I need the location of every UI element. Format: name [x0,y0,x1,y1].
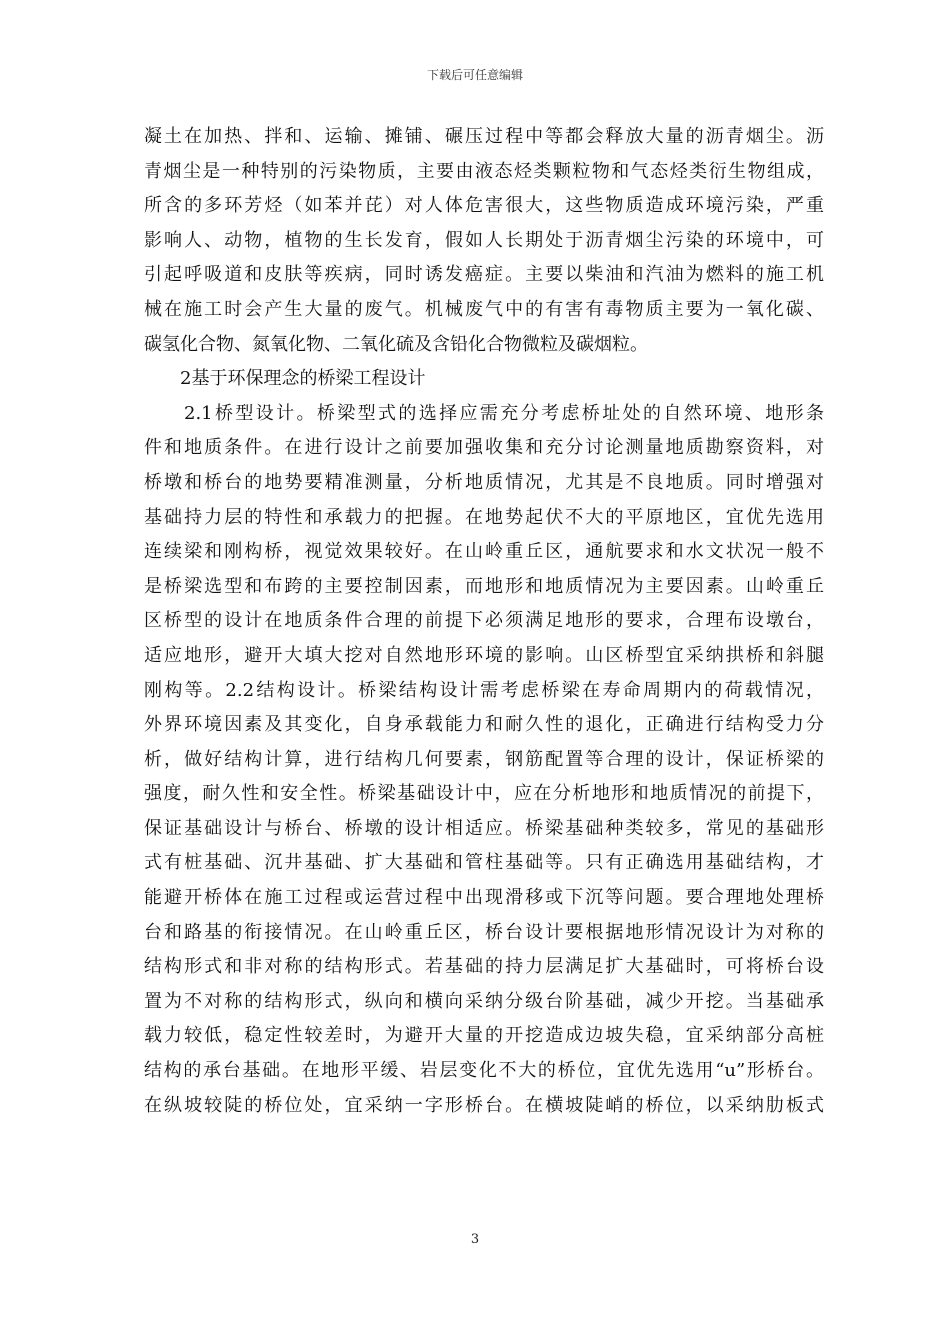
text-line: 析，做好结构计算，进行结构几何要素，钢筋配置等合理的设计，保证桥梁的 [144,748,824,770]
text-line: 载力较低，稳定性较差时，为避开大量的开挖造成边坡失稳，宜采纳部分高桩 [144,1025,824,1047]
text-line: 在纵坡较陡的桥位处，宜采纳一字形桥台。在横坡陡峭的桥位，以采纳肋板式 [144,1094,824,1116]
text-line: 基础持力层的特性和承载力的把握。在地势起伏不大的平原地区，宜优先选用 [144,506,824,528]
text-line: 外界环境因素及其变化，自身承载能力和耐久性的退化，正确进行结构受力分 [144,714,824,736]
page-header: 下载后可任意编辑 [426,68,523,82]
text-line: 结构形式和非对称的结构形式。若基础的持力层满足扩大基础时，可将桥台设 [144,956,824,978]
text-line: 是桥梁选型和布跨的主要控制因素，而地形和地质情况为主要因素。山岭重丘 [144,575,824,597]
text-line: 刚构等。2.2结构设计。桥梁结构设计需考虑桥梁在寿命周期内的荷载情况， [144,679,824,701]
text-line: 连续梁和刚构桥，视觉效果较好。在山岭重丘区，通航要求和水文状况一般不 [144,541,824,563]
text-line: 能避开桥体在施工过程或运营过程中出现滑移或下沉等问题。要合理地处理桥 [144,887,824,909]
text-line: 桥墩和桥台的地势要精准测量，分析地质情况，尤其是不良地质。同时增强对 [144,471,824,493]
text-line: 置为不对称的结构形式，纵向和横向采纳分级台阶基础，减少开挖。当基础承 [144,990,824,1012]
text-line: 结构的承台基础。在地形平缓、岩层变化不大的桥位，宜优先选用“u”形桥台。 [144,1060,824,1082]
text-line: 碳氢化合物、氮氧化物、二氧化硫及含铅化合物微粒及碳烟粒。 [144,333,648,355]
text-line: 件和地质条件。在进行设计之前要加强收集和充分讨论测量地质勘察资料，对 [144,437,824,459]
section-heading: 2基于环保理念的桥梁工程设计 [180,368,426,390]
text-line: 凝土在加热、拌和、运输、摊铺、碾压过程中等都会释放大量的沥青烟尘。沥 [144,126,824,147]
text-line: 台和路基的衔接情况。在山岭重丘区，桥台设计要根据地形情况设计为对称的 [144,921,824,943]
text-line: 式有桩基础、沉井基础、扩大基础和管柱基础等。只有正确选用基础结构，才 [144,852,824,874]
text-line: 械在施工时会产生大量的废气。机械废气中的有害有毒物质主要为一氧化碳、 [144,298,824,320]
text-line: 所含的多环芳烃（如苯并芘）对人体危害很大，这些物质造成环境污染，严重 [144,195,824,217]
text-line: 青烟尘是一种特别的污染物质，主要由液态烃类颗粒物和气态烃类衍生物组成， [144,160,824,182]
body-text [144,120,824,1123]
text-line: 区桥型的设计在地质条件合理的前提下必须满足地形的要求，合理布设墩台， [144,610,824,632]
text-line: 适应地形，避开大填大挖对自然地形环境的影响。山区桥型宜采纳拱桥和斜腿 [144,644,824,666]
page-number: 3 [470,1232,480,1247]
text-line: 引起呼吸道和皮肤等疾病，同时诱发癌症。主要以柴油和汽油为燃料的施工机 [144,264,824,286]
text-line: 影响人、动物，植物的生长发育，假如人长期处于沥青烟尘污染的环境中，可 [144,229,824,251]
text-line: 强度，耐久性和安全性。桥梁基础设计中，应在分析地形和地质情况的前提下， [144,783,824,805]
text-line: 2.1桥型设计。桥梁型式的选择应需充分考虑桥址处的自然环境、地形条 [184,402,824,424]
text-line: 保证基础设计与桥台、桥墩的设计相适应。桥梁基础种类较多，常见的基础形 [144,817,824,839]
